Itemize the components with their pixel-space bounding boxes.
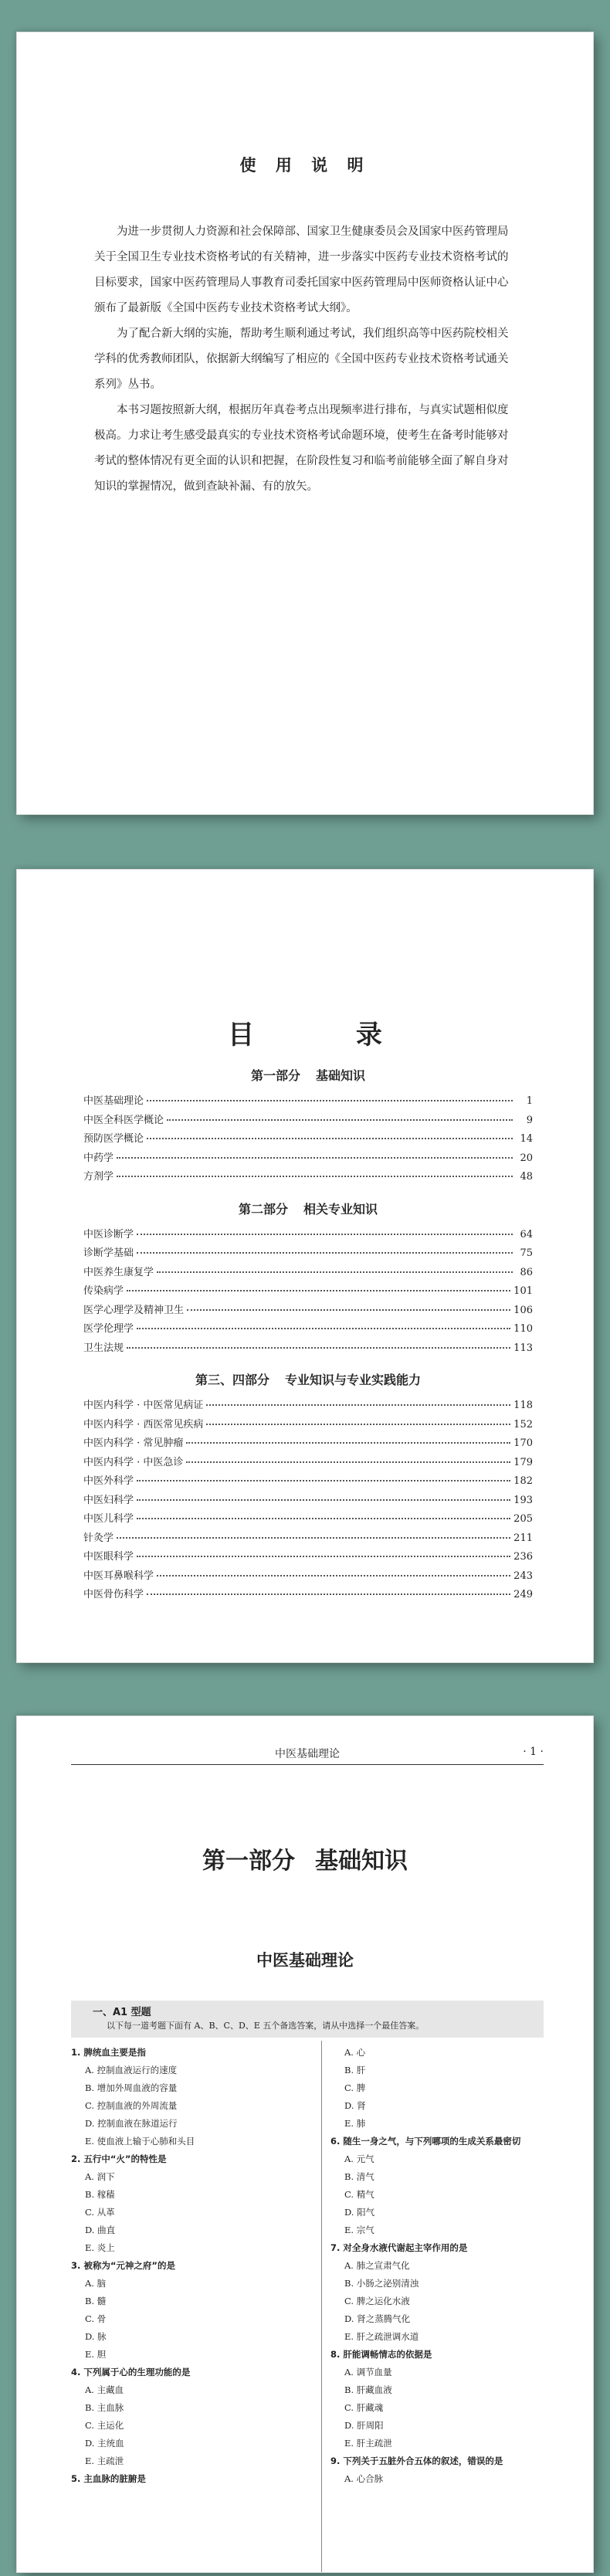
question-stem: 5. 主血脉的脏腑是 bbox=[71, 2473, 146, 2484]
toc-entry[interactable] bbox=[83, 1397, 533, 1416]
answer-option: E. 炎上 bbox=[85, 2242, 115, 2253]
answer-option: B. 清气 bbox=[344, 2171, 374, 2182]
answer-option: D. 肾 bbox=[344, 2100, 366, 2111]
toc-leader-dots bbox=[206, 1424, 510, 1425]
answer-option: D. 主统血 bbox=[85, 2438, 124, 2449]
toc-leader-dots bbox=[117, 1157, 513, 1159]
toc-entry[interactable] bbox=[83, 1510, 533, 1529]
answer-option: B. 增加外周血液的容量 bbox=[85, 2082, 178, 2093]
toc-entry-page: 48 bbox=[520, 1171, 533, 1183]
answer-option: C. 控制血液的外周流量 bbox=[85, 2100, 178, 2111]
toc-entry-name: 卫生法规 bbox=[83, 1342, 124, 1354]
toc-entry-name: 传染病学 bbox=[83, 1285, 124, 1297]
toc-section-heading bbox=[83, 1364, 533, 1397]
toc-entry-page: 205 bbox=[513, 1513, 533, 1525]
toc-leader-dots bbox=[137, 1499, 510, 1501]
toc-entry[interactable] bbox=[83, 1548, 533, 1567]
toc-entry-page: 14 bbox=[520, 1133, 533, 1145]
answer-option: D. 肝周阳 bbox=[344, 2420, 384, 2431]
question-type-heading: 一、A1 型题 bbox=[93, 2007, 151, 2018]
answer-option: B. 主血脉 bbox=[85, 2402, 124, 2413]
toc-entry-page: 182 bbox=[513, 1475, 533, 1487]
answer-option: C. 精气 bbox=[344, 2189, 374, 2200]
question-item bbox=[71, 2150, 303, 2257]
toc-entry-page: 243 bbox=[513, 1570, 533, 1582]
toc-leader-dots bbox=[127, 1347, 510, 1349]
toc-leader-dots bbox=[137, 1328, 510, 1329]
toc-leader-dots bbox=[186, 1442, 510, 1444]
question-item bbox=[71, 2044, 303, 2150]
toc-leader-dots bbox=[117, 1537, 510, 1539]
answer-option: D. 控制血液在脉道运行 bbox=[85, 2118, 178, 2129]
toc-entry[interactable] bbox=[83, 1130, 533, 1149]
question-stem: 7. 对全身水液代谢起主宰作用的是 bbox=[330, 2242, 468, 2253]
question-instruction: 以下每一道考题下面有 A、B、C、D、E 五个备选答案，请从中选择一个最佳答案。 bbox=[107, 2021, 425, 2031]
toc-section-part: 第三、四部分 bbox=[195, 1373, 269, 1387]
toc-entry[interactable] bbox=[83, 1320, 533, 1339]
part-name: 基础知识 bbox=[315, 1848, 408, 1875]
instructions-body bbox=[94, 219, 516, 500]
toc-entry-page: 101 bbox=[513, 1285, 533, 1297]
toc-section-heading bbox=[83, 1060, 533, 1092]
toc-entry-name: 医学伦理学 bbox=[83, 1323, 134, 1335]
answer-option: C. 脾之运化水液 bbox=[344, 2296, 410, 2306]
answer-option: A. 心 bbox=[344, 2047, 366, 2058]
toc-entry-name: 方剂学 bbox=[83, 1171, 114, 1183]
question-stem: 3. 被称为“元神之府”的是 bbox=[71, 2260, 175, 2271]
instructions-page bbox=[17, 32, 593, 814]
toc-entry-page: 106 bbox=[513, 1304, 533, 1316]
content-page bbox=[17, 1716, 593, 2572]
toc-leader-dots bbox=[137, 1252, 513, 1254]
answer-option: C. 骨 bbox=[85, 2313, 107, 2324]
toc-leader-dots bbox=[137, 1480, 510, 1481]
toc-entry-page: 152 bbox=[513, 1418, 533, 1431]
toc-list bbox=[83, 1060, 533, 1605]
question-stem: 4. 下列属于心的生理功能的是 bbox=[71, 2367, 191, 2377]
toc-entry-name: 医学心理学及精神卫生 bbox=[83, 1304, 185, 1316]
toc-entry[interactable] bbox=[83, 1567, 533, 1587]
question-item bbox=[330, 2452, 547, 2488]
toc-entry-page: 113 bbox=[513, 1342, 533, 1354]
question-type-box bbox=[71, 2001, 544, 2038]
question-stem: 2. 五行中“火”的特性是 bbox=[71, 2153, 167, 2164]
header-title: 中医基础理论 bbox=[275, 1748, 340, 1760]
answer-option: C. 从革 bbox=[85, 2207, 115, 2218]
answer-option: A. 主藏血 bbox=[85, 2384, 124, 2395]
answer-option: B. 肝藏血液 bbox=[344, 2384, 392, 2395]
question-item bbox=[330, 2239, 547, 2346]
answer-option: E. 肝之疏泄调水道 bbox=[344, 2331, 419, 2342]
answer-option: D. 阳气 bbox=[344, 2207, 375, 2218]
toc-entry[interactable] bbox=[83, 1472, 533, 1492]
toc-entry-name: 中医基础理论 bbox=[83, 1095, 144, 1107]
toc-entry[interactable] bbox=[83, 1264, 533, 1283]
toc-entry-page: 193 bbox=[513, 1494, 533, 1506]
toc-entry-name: 中医内科学 · 常见肿瘤 bbox=[83, 1437, 184, 1449]
answer-option: A. 调节血量 bbox=[344, 2367, 392, 2377]
toc-entry[interactable] bbox=[83, 1149, 533, 1169]
toc-entry-page: 170 bbox=[513, 1437, 533, 1449]
toc-entry[interactable] bbox=[83, 1416, 533, 1435]
toc-section-part: 第二部分 bbox=[238, 1201, 288, 1217]
toc-entry-name: 针灸学 bbox=[83, 1532, 114, 1544]
toc-leader-dots bbox=[147, 1100, 513, 1101]
toc-entry-name: 中医眼科学 bbox=[83, 1551, 134, 1563]
toc-leader-dots bbox=[157, 1575, 510, 1576]
toc-entry-name: 中医全科医学概论 bbox=[83, 1114, 164, 1126]
toc-entry-page: 118 bbox=[513, 1400, 533, 1411]
toc-entry-page: 110 bbox=[513, 1323, 533, 1335]
toc-title: 目 录 bbox=[228, 1020, 429, 1050]
toc-entry-page: 211 bbox=[513, 1532, 533, 1544]
toc-leader-dots bbox=[167, 1119, 513, 1121]
question-stem: 8. 肝能调畅情志的依据是 bbox=[330, 2349, 432, 2360]
toc-entry[interactable] bbox=[83, 1226, 533, 1245]
answer-option: E. 肺 bbox=[344, 2118, 366, 2129]
instructions-title: 使 用 说 明 bbox=[239, 155, 371, 175]
instructions-paragraph: 为进一步贯彻人力资源和社会保障部、国家卫生健康委员会及国家中医药管理局关于全国卫生专业技术资格考试的有关精神，进一步落实中医药专业技术资格考试的目标要求，国家中医药管理局人事教育司委托国家中医药管理局中医师资格认证中心颁布了最新版《全国中医药专业技术资格考试大纲》。 bbox=[94, 226, 509, 314]
answer-option: E. 使血液上输于心肺和头目 bbox=[85, 2136, 195, 2147]
toc-entry-page: 75 bbox=[520, 1247, 533, 1259]
answer-option: D. 脉 bbox=[85, 2331, 107, 2342]
toc-entry-page: 249 bbox=[513, 1589, 533, 1600]
toc-entry-page: 9 bbox=[526, 1114, 533, 1126]
part-heading bbox=[17, 1841, 593, 1875]
toc-entry-name: 预防医学概论 bbox=[83, 1133, 144, 1145]
toc-entry[interactable] bbox=[83, 1092, 533, 1112]
answer-option: B. 肝 bbox=[344, 2065, 366, 2075]
answer-option: C. 脾 bbox=[344, 2082, 366, 2093]
chapter-title: 中医基础理论 bbox=[256, 1951, 354, 1970]
answer-option: A. 脑 bbox=[85, 2278, 107, 2289]
toc-leader-dots bbox=[117, 1176, 513, 1177]
question-item bbox=[330, 2346, 547, 2452]
answer-option: A. 润下 bbox=[85, 2171, 115, 2182]
column-divider bbox=[321, 2041, 322, 2572]
toc-leader-dots bbox=[137, 1518, 510, 1519]
answer-option: A. 肺之宣肃气化 bbox=[344, 2260, 410, 2271]
part-label: 第一部分 bbox=[202, 1848, 295, 1875]
toc-section-name: 专业知识与专业实践能力 bbox=[285, 1373, 422, 1387]
toc-leader-dots bbox=[137, 1556, 510, 1557]
toc-entry-page: 1 bbox=[526, 1095, 533, 1107]
toc-entry[interactable] bbox=[83, 1454, 533, 1473]
toc-entry-name: 中医内科学 · 中医常见病证 bbox=[83, 1400, 204, 1411]
toc-entry-page: 86 bbox=[520, 1266, 533, 1278]
toc-entry[interactable] bbox=[83, 1339, 533, 1359]
answer-option: B. 髓 bbox=[85, 2296, 107, 2306]
answer-option: A. 元气 bbox=[344, 2153, 374, 2164]
toc-entry-page: 20 bbox=[520, 1152, 533, 1164]
toc-leader-dots bbox=[187, 1309, 510, 1311]
question-column-right bbox=[330, 2044, 547, 2488]
answer-option: C. 肝藏魂 bbox=[344, 2402, 384, 2413]
toc-leader-dots bbox=[147, 1593, 510, 1595]
toc-entry-page: 236 bbox=[513, 1551, 533, 1563]
toc-section-name: 相关专业知识 bbox=[303, 1201, 378, 1217]
question-item bbox=[71, 2257, 303, 2364]
toc-entry-name: 中医内科学 · 中医急诊 bbox=[83, 1456, 184, 1468]
toc-entry[interactable] bbox=[83, 1112, 533, 1131]
toc-section-heading bbox=[83, 1193, 533, 1226]
question-item bbox=[330, 2133, 547, 2239]
toc-entry[interactable] bbox=[83, 1434, 533, 1454]
toc-entry-name: 中医耳鼻喉科学 bbox=[83, 1570, 154, 1582]
toc-section-name: 基础知识 bbox=[316, 1068, 366, 1083]
toc-entry[interactable] bbox=[83, 1302, 533, 1321]
toc-leader-dots bbox=[186, 1461, 510, 1463]
toc-page bbox=[17, 870, 593, 1662]
answer-option: A. 心合脉 bbox=[344, 2473, 384, 2484]
toc-entry-name: 中医妇科学 bbox=[83, 1494, 134, 1506]
instructions-paragraph: 本书习题按照新大纲，根据历年真卷考点出现频率进行排布，与真实试题相似度极高。力求让考生感受最真实的专业技术资格考试命题环境，使考生在备考时能够对考试的整体情况有更全面的认识和把握，在阶段性复习和临考前能够全面了解自身对知识的掌握情况，做到查缺补漏、有的放矢。 bbox=[94, 404, 509, 493]
toc-entry[interactable] bbox=[83, 1586, 533, 1605]
toc-leader-dots bbox=[157, 1271, 513, 1273]
answer-option: B. 稼穑 bbox=[85, 2189, 115, 2200]
toc-leader-dots bbox=[206, 1404, 510, 1406]
toc-entry-name: 中医儿科学 bbox=[83, 1513, 134, 1525]
toc-entry-name: 中医骨伤科学 bbox=[83, 1589, 144, 1600]
header-page-number: · 1 · bbox=[523, 1746, 544, 1758]
question-stem: 1. 脾统血主要是指 bbox=[71, 2047, 146, 2058]
question-stem: 6. 随生一身之气，与下列哪项的生成关系最密切 bbox=[330, 2136, 521, 2147]
answer-option: E. 宗气 bbox=[344, 2225, 374, 2235]
answer-option: B. 小肠之泌别清浊 bbox=[344, 2278, 419, 2289]
toc-leader-dots bbox=[147, 1138, 513, 1139]
toc-entry-page: 179 bbox=[513, 1456, 533, 1468]
toc-entry[interactable] bbox=[83, 1529, 533, 1549]
toc-entry-name: 中药学 bbox=[83, 1152, 114, 1164]
question-stem: 9. 下列关于五脏外合五体的叙述，错误的是 bbox=[330, 2456, 503, 2466]
toc-entry[interactable] bbox=[83, 1282, 533, 1302]
question-item bbox=[71, 2470, 303, 2488]
toc-section-part: 第一部分 bbox=[250, 1068, 300, 1083]
toc-entry[interactable] bbox=[83, 1492, 533, 1511]
question-item bbox=[330, 2044, 547, 2133]
toc-entry-name: 中医外科学 bbox=[83, 1475, 134, 1487]
toc-entry-name: 中医养生康复学 bbox=[83, 1266, 154, 1278]
answer-option: E. 肝主疏泄 bbox=[344, 2438, 392, 2449]
answer-option: E. 胆 bbox=[85, 2349, 107, 2360]
answer-option: D. 肾之蒸腾气化 bbox=[344, 2313, 411, 2324]
answer-option: E. 主疏泄 bbox=[85, 2456, 124, 2466]
toc-entry-name: 中医内科学 · 西医常见疾病 bbox=[83, 1418, 204, 1431]
question-column-left bbox=[71, 2044, 303, 2488]
running-header bbox=[71, 1743, 544, 1765]
toc-entry[interactable] bbox=[83, 1244, 533, 1264]
toc-entry-page: 64 bbox=[520, 1228, 533, 1240]
toc-entry[interactable] bbox=[83, 1168, 533, 1187]
toc-entry-name: 诊断学基础 bbox=[83, 1247, 134, 1259]
instructions-paragraph: 为了配合新大纲的实施，帮助考生顺利通过考试，我们组织高等中医药院校相关学科的优秀教师团队，依据新大纲编写了相应的《全国中医药专业技术资格考试通关系列》丛书。 bbox=[94, 328, 509, 391]
answer-option: D. 曲直 bbox=[85, 2225, 116, 2235]
answer-option: A. 控制血液运行的速度 bbox=[85, 2065, 178, 2075]
answer-option: C. 主运化 bbox=[85, 2420, 124, 2431]
toc-leader-dots bbox=[127, 1290, 510, 1291]
toc-leader-dots bbox=[137, 1234, 513, 1235]
question-item bbox=[71, 2364, 303, 2470]
toc-entry-name: 中医诊断学 bbox=[83, 1228, 134, 1240]
